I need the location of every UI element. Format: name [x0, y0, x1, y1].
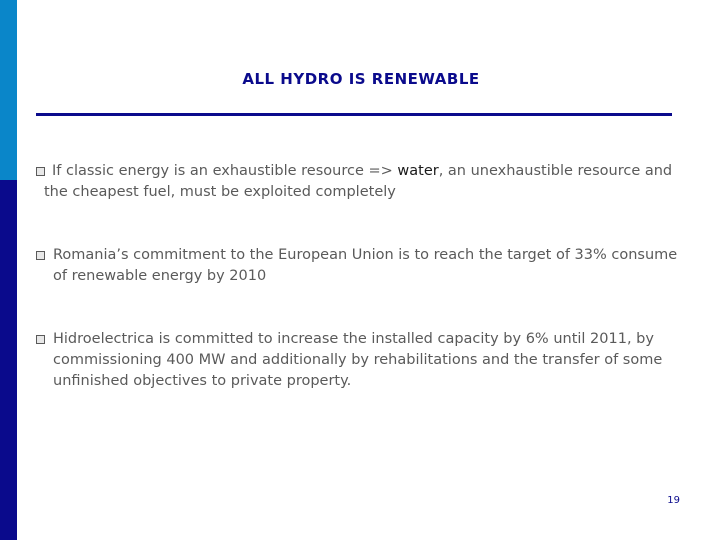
left-accent-bar-bottom [0, 180, 17, 540]
bullet-1-text [44, 161, 684, 203]
bullet-1-text-after: , an unexhaustible resource and the cheapest fuel, must be exploited completely [44, 163, 673, 200]
bullet-1-text-before: If classic energy is an exhaustible resource => [52, 163, 398, 179]
title-underline [36, 113, 672, 116]
bullet-1-highlight: water [397, 163, 439, 179]
bullet-3-text: Hidroelectrica is committed to increase the installed capacity by 6% until 2011, by commissioning 400 MW and additionally by rehabilitations and the transfer of some unfinished objectives to private property. [53, 331, 663, 389]
bullet-2-text: Romania’s commitment to the European Union is to reach the target of 33% consume of renewable energy by 2010 [53, 247, 678, 284]
slide-title: ALL HYDRO IS RENEWABLE [242, 70, 480, 88]
page-number: 19 [667, 495, 680, 506]
bullet-square-icon [36, 251, 45, 260]
bullet-square-icon [36, 335, 45, 344]
left-accent-bar-top [0, 0, 17, 180]
